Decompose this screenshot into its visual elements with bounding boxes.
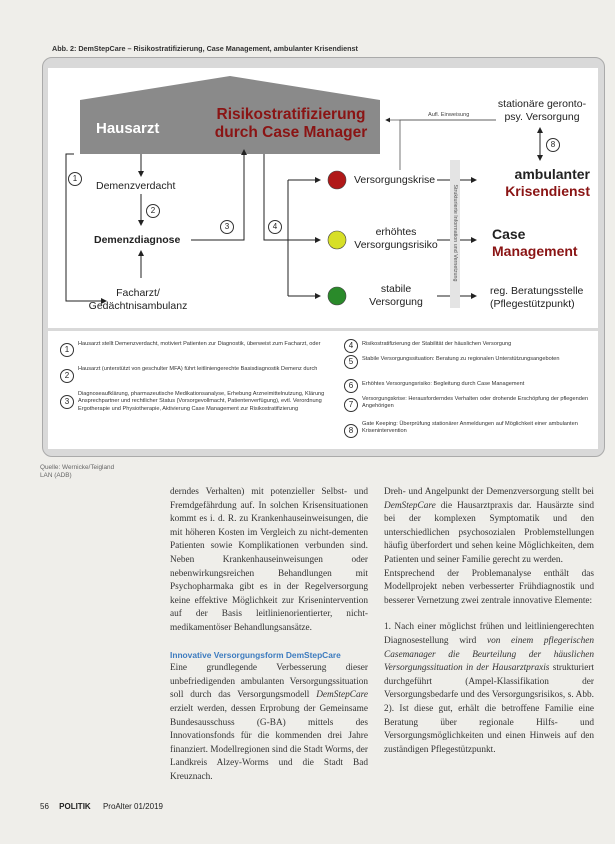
legend-text-6: Erhöhtes Versorgungsrisiko: Begleitung durch Case Management [362, 381, 525, 387]
issue-label: ProAlter 01/2019 [102, 802, 163, 811]
legend-num-1: 1 [60, 343, 74, 357]
legend-num-2: 2 [60, 369, 74, 383]
facharzt-label: Facharzt/ Gedächtnisambulanz [88, 287, 188, 312]
left-paragraph-2: Eine grundlegende Verbesserung dieser unbefriedigenden ambulanten Versorgungssituation soll durch das Versorgungsmodell DemStepCare erzielt werden, dessen Erprobung der Gemeinsame Bundesausschuss (G-BA) mittels des Innovationsfonds für die kommenden drei Jahre finanziert. Modellregionen sind die Stadt Worms, der Landkreis Alzey-Worms und die Stadt Bad Kreuznach. [170, 663, 368, 782]
stationaere-label: stationäre geronto- psy. Versorgung [497, 98, 587, 123]
marker-8: 8 [546, 138, 560, 152]
aufl-einweisung-label: Aufl. Einweisung [428, 112, 470, 118]
figure-caption: Abb. 2: DemStepCare – Risikostratifizierung, Case Management, ambulanter Krisendienst [52, 44, 358, 53]
versorgungskrise-label: Versorgungskrise [354, 174, 436, 186]
beratungsstelle-label: reg. Beratungsstelle (Pflegestützpunkt) [490, 285, 584, 310]
risk-light [328, 231, 346, 249]
legend-text-3: Diagnoseaufklärung, pharmazeutische Medikationsanalyse, Erhebung Arzneimittelnutzung, Klärung Ansprechpartner und rechtlicher Status (Vorsorgevollmacht, Patientenverfügung), evtl. Verordnung Ergotherapie und Physiotherapie, Aktivierung Case Management zur Risikostratifizierung [78, 391, 325, 412]
marker-2: 2 [146, 204, 160, 218]
right-paragraph-1: Dreh- und Angelpunkt der Demenzversorgung stellt bei DemStepCare die Hausarztpraxis dar. Hausärzte sind bei der komplexen Symptomatik und den unterschiedlichen psychosozialen Problemstellungen häufig überfordert und sehen keine Möglichkeiten, dem Patienten und seiner Familie gerecht zu werden. [384, 487, 594, 565]
legend-text-4: Risikostratifizierung der Stabilität der häuslichen Versorgung [362, 341, 512, 347]
legend-text-5: Stabile Versorgungssituation: Beratung zu regionalen Unterstützungsangeboten [362, 356, 560, 362]
right-column [384, 486, 594, 757]
crisis-light [328, 171, 346, 189]
legend-text-1: Hausarzt stellt Demenzverdacht, motiviert Patienten zur Diagnostik, überweist zum Facharzt, oder [78, 341, 321, 347]
legend-panel [48, 331, 598, 449]
page-footer [40, 802, 163, 811]
krisendienst-label: ambulanter Krisendienst [505, 166, 590, 199]
stabile-label: stabile Versorgung [369, 283, 423, 308]
page-number: 56 [40, 802, 49, 811]
demenzverdacht-label: Demenzverdacht [96, 180, 176, 192]
erhoehtes-label: erhöhtes Versorgungsrisiko [354, 226, 438, 251]
legend-num-7: 7 [344, 398, 358, 412]
figure-source: Quelle: Wernicke/Teigland LAN (ADB) [40, 464, 115, 479]
stable-light [328, 287, 346, 305]
demenzdiagnose-label: Demenzdiagnose [94, 234, 181, 246]
section-name: POLITIK [59, 802, 91, 811]
right-paragraph-3: 1. Nach einer möglichst frühen und leitliniengerechten Diagnosestellung wird von einem pflegerischen Casemanager die Beurteilung der häuslichen Versorgungssituation in der Hausarztpraxis strukturiert durchgeführt (Ampel-Klassifikation der Versorgungsbedarfe und des Versorgungsrisikos, s. Abb. 2). Ist diese gut, erhält die betroffene Familie eine Beratung über regionale Hilfs- und Versorgungsmöglichkeiten und einen Hinweis auf den zuständigen Pflegestützpunkt. [384, 622, 595, 755]
risk-title: Risikostratifizierung durch Case Manager [214, 106, 368, 141]
right-paragraph-2: Entsprechend der Problemanalyse enthält das Modellprojekt neben verbesserter Frühdiagnostik und besserer Vernetzung zwei zentrale innovative Elemente: [384, 568, 594, 606]
legend-num-5: 5 [344, 355, 358, 369]
left-paragraph-1: derndes Verhalten) mit potenzieller Selbst- und Fremdgefährdung auf. In solchen Krisensituationen kommt es i. d. R. zu Krankenhauseinweisungen, die mit höheren Kosten im Vergleich zu nicht-dementen Patienten sowie Komplikationen verbunden sind. Neben Krankenhauseinweisungen oder nebenwirkungsreichen Behandlungen mit Psychopharmaka gibt es in der Regelversorgung keine effektive Möglichkeit zur Krisenintervention auf der Basis leitlinienorientierter, nicht-medikamentöser Behandlungsansätze. [170, 487, 368, 633]
legend-num-8: 8 [344, 424, 358, 438]
diagram-panel [48, 68, 598, 328]
hausarzt-label: Hausarzt [96, 120, 160, 137]
legend-text-7: Versorgungskrise: Herausforderndes Verhalten oder drohende Erschöpfung der pflegenden Angehörigen [362, 396, 589, 410]
legend-num-4: 4 [344, 339, 358, 353]
vertical-band-label: Strukturierte Information und Vernetzung [452, 184, 458, 282]
legend-text-8: Gate Keeping: Überprüfung stationärer Anmeldungen auf Möglichkeit einer ambulanten Krisenintervention [362, 421, 578, 435]
case-management-label: Case Management [492, 226, 578, 259]
section-heading: Innovative Versorgungsform DemStepCare [170, 649, 341, 660]
left-column [170, 486, 368, 784]
marker-1: 1 [68, 172, 82, 186]
legend-text-2: Hausarzt (unterstützt von geschulter MFA) führt leitliniengerechte Basisdiagnostik Demenz durch [78, 366, 318, 372]
marker-3: 3 [220, 220, 234, 234]
legend-num-3: 3 [60, 395, 74, 409]
marker-4: 4 [268, 220, 282, 234]
legend-num-6: 6 [344, 379, 358, 393]
